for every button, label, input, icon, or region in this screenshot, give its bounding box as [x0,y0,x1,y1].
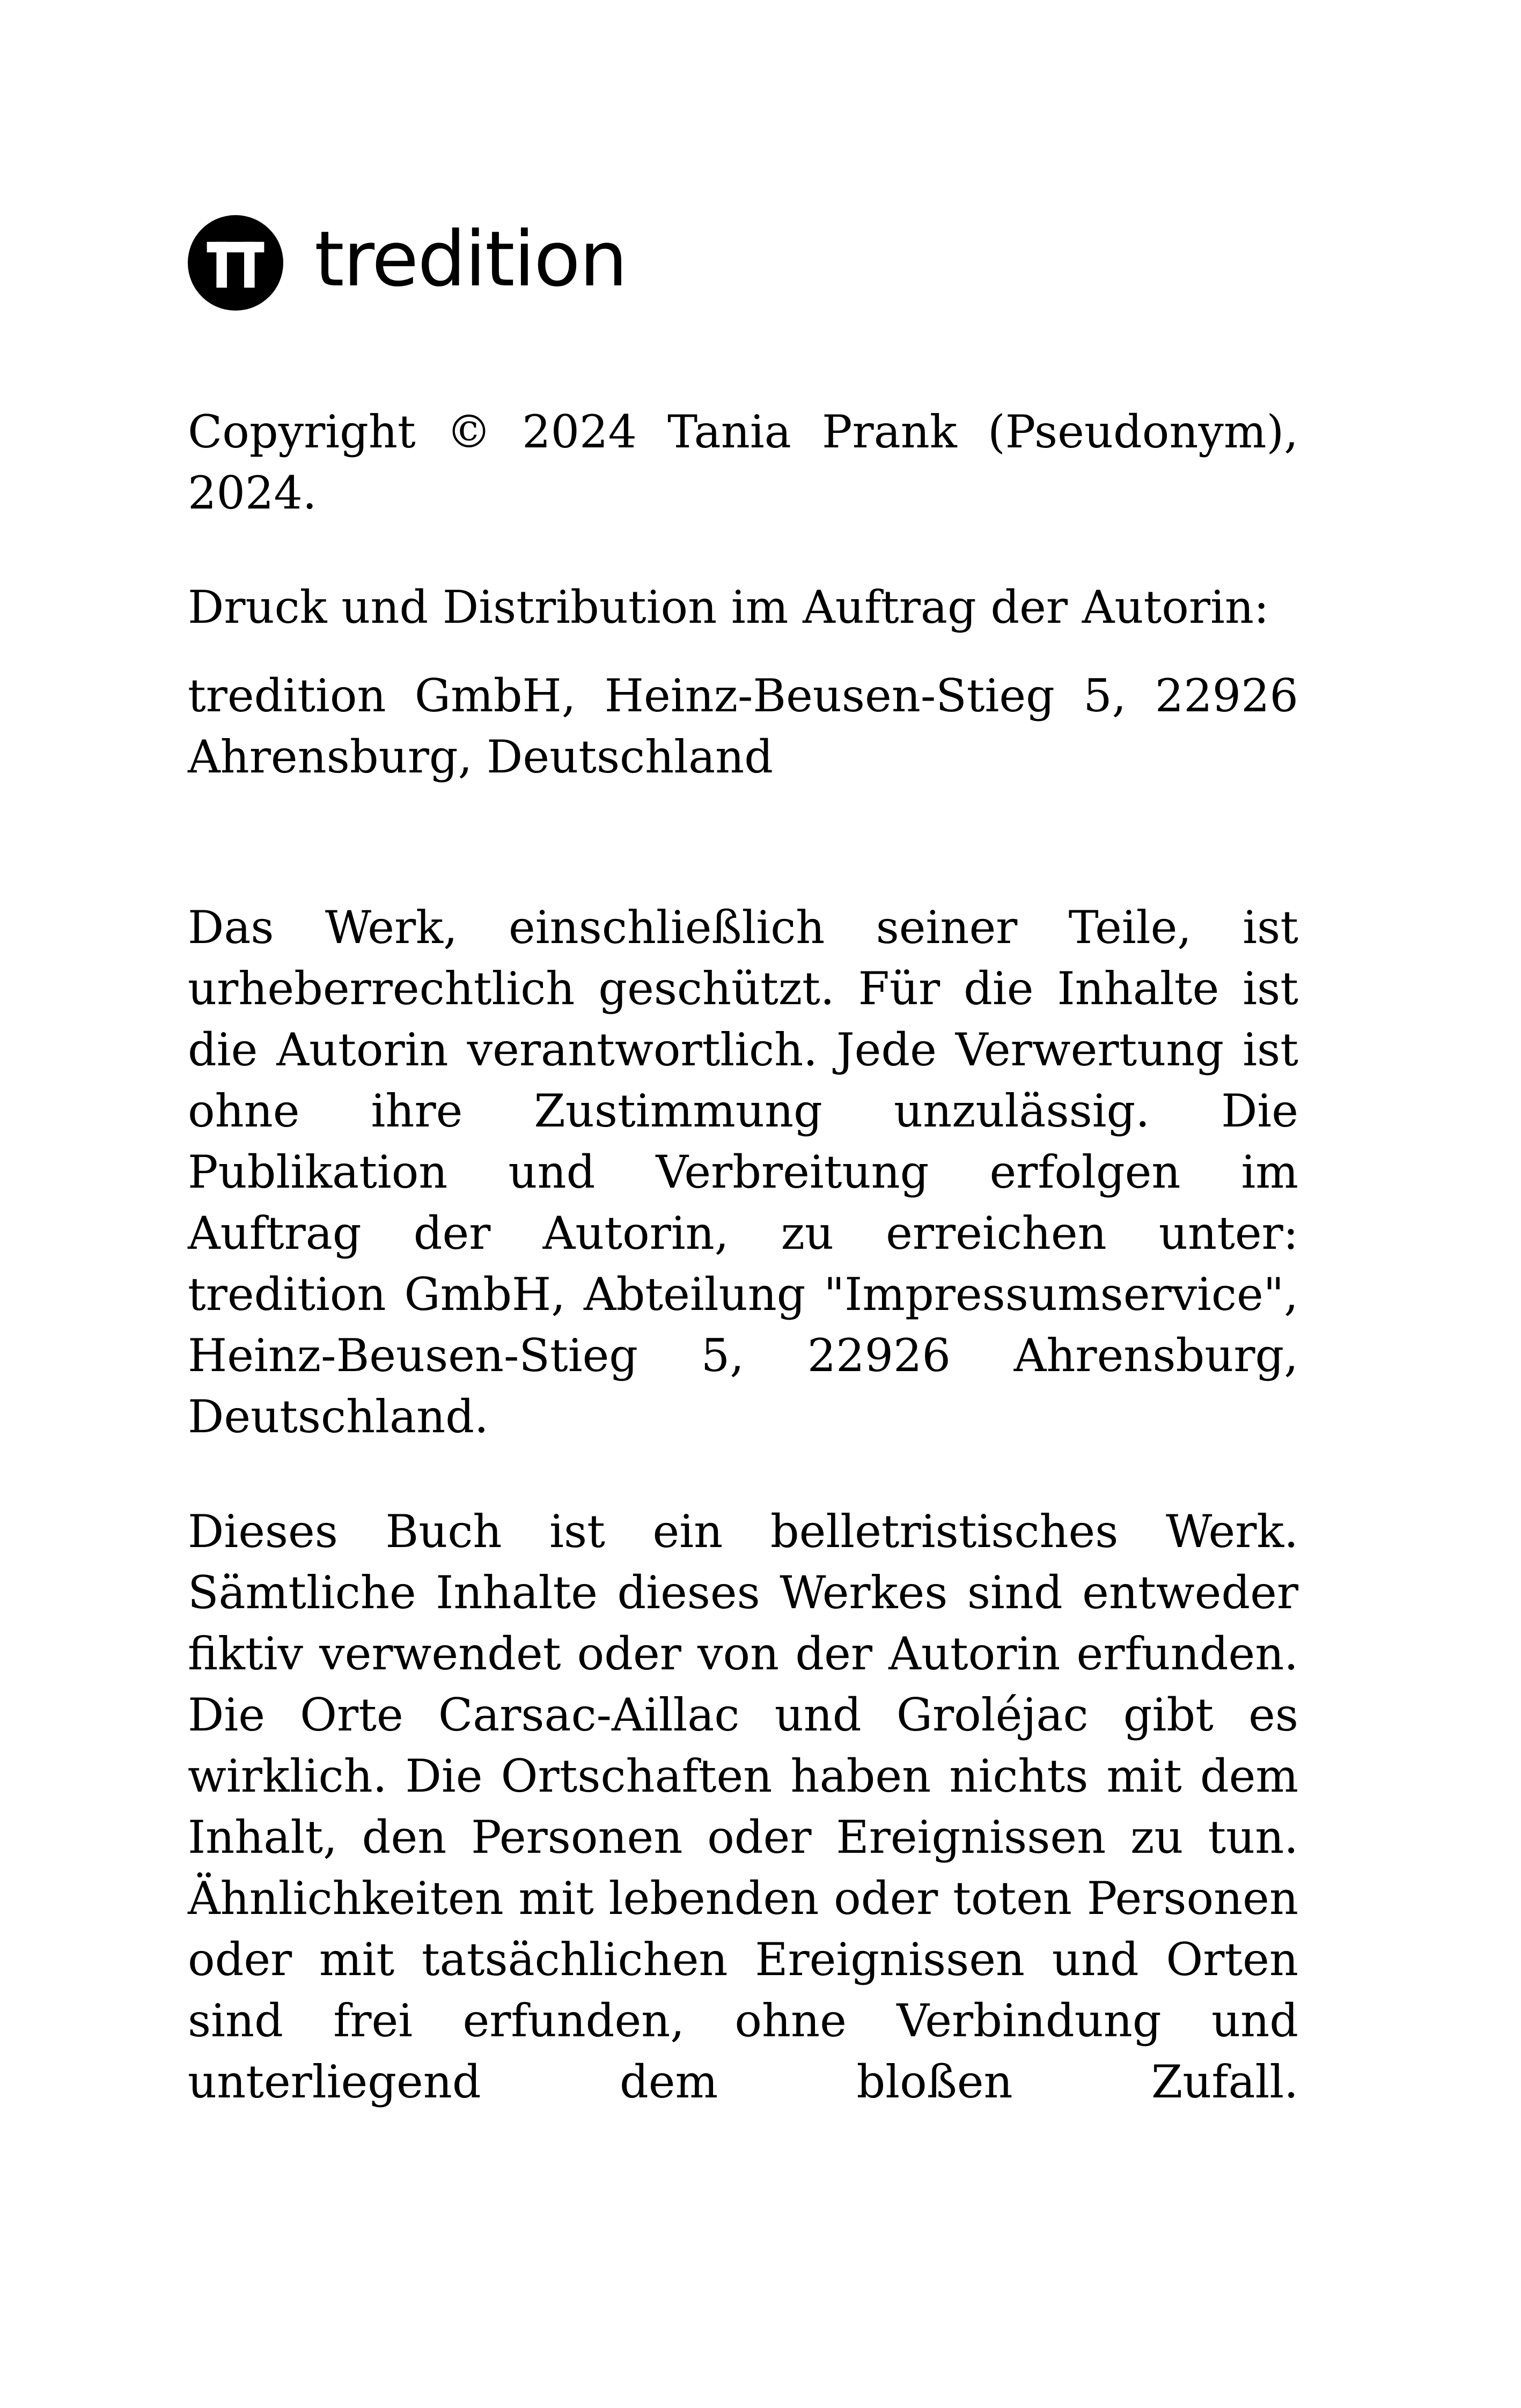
logo-wordmark: tredition [314,215,627,304]
publisher-address: tredition GmbH, Heinz-Beusen-Stieg 5, 22926 Ahrensburg, Deutschland [188,669,1298,783]
rights-paragraph: Das Werk, einschließlich seiner Teile, ist urheberrechtlich geschützt. Für die Inhalte ist die Autorin verantwortlich. Jede Verwertung ist ohne ihre Zustimmung unzulässig. Die Publikation und Verbreitung erfolgen im Auftrag der Autorin, zu erreichen unter: tredition GmbH, Abteilung "Impressumservice", Heinz-Beusen-Stieg 5, 22926 Ahrensburg, Deutschland. [188,901,1298,1443]
fiction-disclaimer: Dieses Buch ist ein belletristisches Werk. Sämtliche Inhalte dieses Werkes sind entweder fiktiv verwendet oder von der Autorin erfunden. Die Orte Carsac-Aillac und Groléjac gibt es wirklich. Die Ortschaften haben nichts mit dem Inhalt, den Personen oder Ereignissen zu tun. Ähnlichkeiten mit lebenden oder toten Personen oder mit tatsächlichen Ereignissen und Orten sind frei erfunden, ohne Verbindung und unterliegend dem bloßen Zufall. [188,1505,1298,2108]
copyright-line: Copyright © 2024 Tania Prank (Pseudonym), 2024. [188,406,1298,519]
distribution-heading: Druck und Distribution im Auftrag der Autorin: [188,581,1269,634]
tredition-logo-icon [188,215,283,311]
publisher-logo [188,215,627,311]
